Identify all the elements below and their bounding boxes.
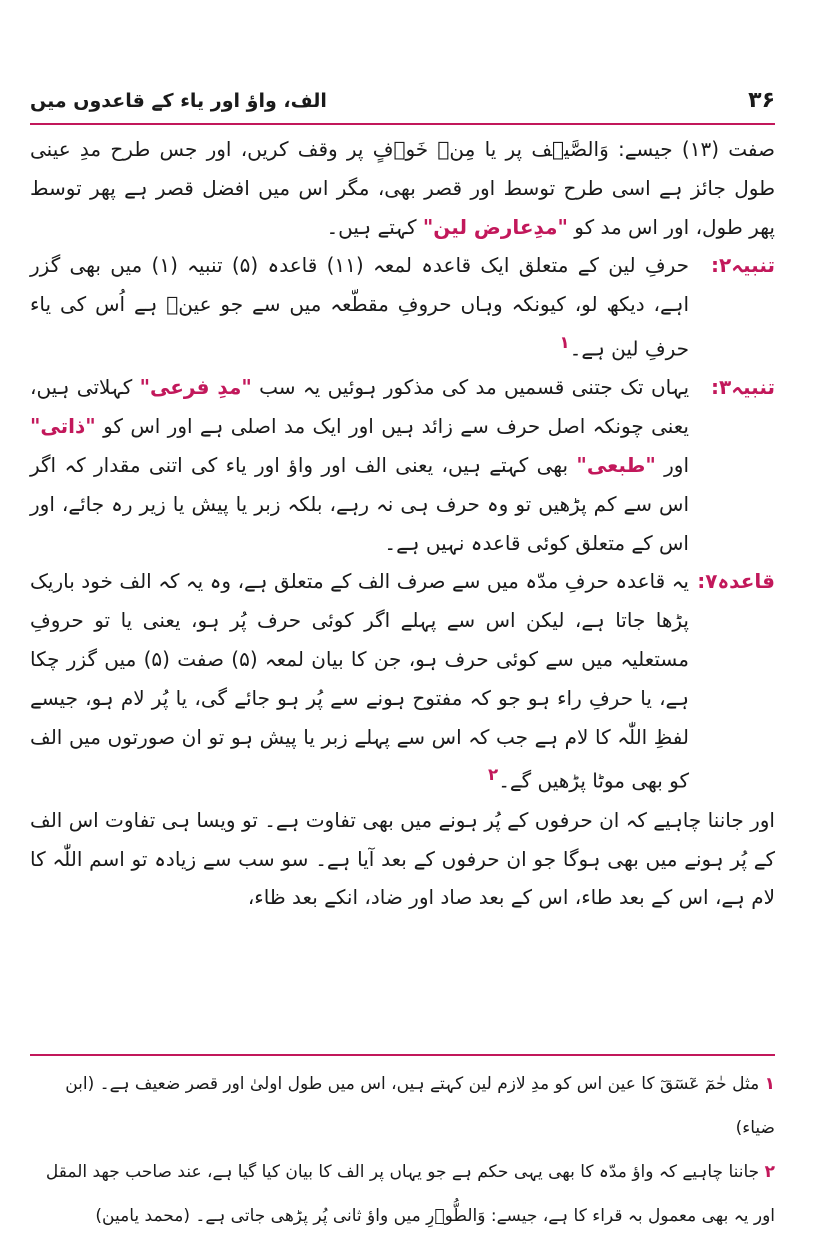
term-zati: "ذاتی" bbox=[30, 414, 96, 439]
page-header bbox=[30, 88, 775, 120]
footnote-2: ۲ جاننا چاہیے کہ واؤ مدّہ کا بھی یہی حکم ہے جو یہاں پر الف کا بیان کیا گیا ہے، عند صاحب جھد المقل اور یہ بھی معمول بہ قراء کا ہے، جیسے: وَالطُّوۡرِ میں واؤ ثانی پُر پڑھی جاتی ہے۔ (محمد یامین) bbox=[45, 1162, 775, 1226]
page-number: ۳۶ bbox=[748, 88, 775, 113]
qaida-7: قاعدہ۷: یہ قاعدہ حرفِ مدّہ میں سے صرف الف کے متعلق ہے، وہ یہ کہ الف خود باریک پڑھا جاتا ہے، لیکن اس سے پہلے اگر کوئی حرف پُر ہو، یعنی یا تو حروفِ مستعلیہ میں سے کوئی حرف ہو، جن کا بیان لمعہ (۵) صفت (۵) میں گزر چکا ہے، یا حرفِ راء ہو جو کہ مفتوح ہونے سے پُر ہو جائے گی، یا پُر لام ہو، جیسے لفظِ اللّٰہ کا لام ہے جب کہ اس سے پہلے زبر یا پیش ہو تو ان صورتوں میں الف کو بھی موٹا پڑھیں گے۔$^۲$ bbox=[30, 562, 775, 800]
footnote-2-number: ۲ bbox=[764, 1162, 775, 1182]
footnote-1: ۱ مثل حٰمٓ عٓسٓقٓ کا عین اس کو مدِ لازم لین کہتے ہیں، اس میں طول اولیٰ اور قصر ضعیف ہے۔ (ابن ضیاء) bbox=[65, 1074, 775, 1138]
qaida-7-label: قاعدہ۷: bbox=[697, 569, 775, 594]
header-rule bbox=[30, 123, 775, 125]
tanbih-2-label: تنبیہ۲: bbox=[711, 253, 775, 278]
footnote-rule bbox=[30, 1054, 775, 1056]
paragraph-tafawut: اور جاننا چاہیے کہ ان حرفوں کے پُر ہونے میں بھی تفاوت ہے۔ تو ویسا ہی تفاوت اس الف کے پُر ہونے میں بھی ہوگا جو ان حرفوں کے بعد آیا ہے۔ سو سب سے زیادہ تو اسم اللّٰہ کا لام ہے، اس کے بعد طاء، اس کے بعد صاد اور ضاد، انکے بعد ظاء، bbox=[30, 807, 775, 910]
term-tabai: "طبعی" bbox=[576, 453, 656, 478]
tanbih-2: تنبیہ۲: حرفِ لین کے متعلق ایک قاعدہ لمعہ (۱۱) قاعدہ (۵) تنبیہ (۱) میں بھی گزر اہے، دیکھ لو، کیونکہ وہاں حروفِ مقطّعہ میں سے جو عینؔ ہے اُس کی یاء حرفِ لین ہے۔$^۱$ bbox=[30, 246, 775, 368]
footnote-ref-1: ۱ bbox=[559, 332, 570, 352]
footnote-ref-2: ۲ bbox=[488, 765, 499, 785]
term-madd-arid-leen: "مدِعارض لین" bbox=[422, 214, 568, 239]
main-text bbox=[30, 130, 775, 917]
running-head: الف، واؤ اور یاء کے قاعدوں میں bbox=[30, 90, 327, 112]
footnote-1-number: ۱ bbox=[764, 1074, 775, 1094]
tanbih-3-label: تنبیہ۳: bbox=[711, 375, 775, 400]
paragraph-madd-arid-leen: صفت (۱۳) جیسے: وَالصَّیۡف پر یا مِنۡ خَوۡفٍ پر وقف کریں، اور جس طرح مدِ عینی طول جائز ہے اسی طرح توسط اور قصر بھی، مگر اس میں افضل قصر ہے پھر توسط پھر طول، اور اس مد کو "مدِعارض لین" کہتے ہیں۔ bbox=[30, 137, 775, 239]
term-madd-fari: "مدِ فرعی" bbox=[139, 375, 252, 400]
footnotes bbox=[30, 1062, 775, 1238]
tanbih-3: تنبیہ۳: یہاں تک جتنی قسمیں مد کی مذکور ہوئیں یہ سب "مدِ فرعی" کہلاتی ہیں، یعنی چونکہ اصل حرف سے زائد ہیں اور ایک مد اصلی ہے اور اس کو "ذاتی" اور "طبعی" بھی کہتے ہیں، یعنی الف اور واؤ اور یاء کی اتنی مقدار کہ اگر اس سے کم پڑھیں تو وہ حرف ہی نہ رہے، بلکہ زبر یا پیش یا زیر رہ جائے، اور اس کے متعلق کوئی قاعدہ نہیں ہے۔ bbox=[30, 368, 775, 562]
